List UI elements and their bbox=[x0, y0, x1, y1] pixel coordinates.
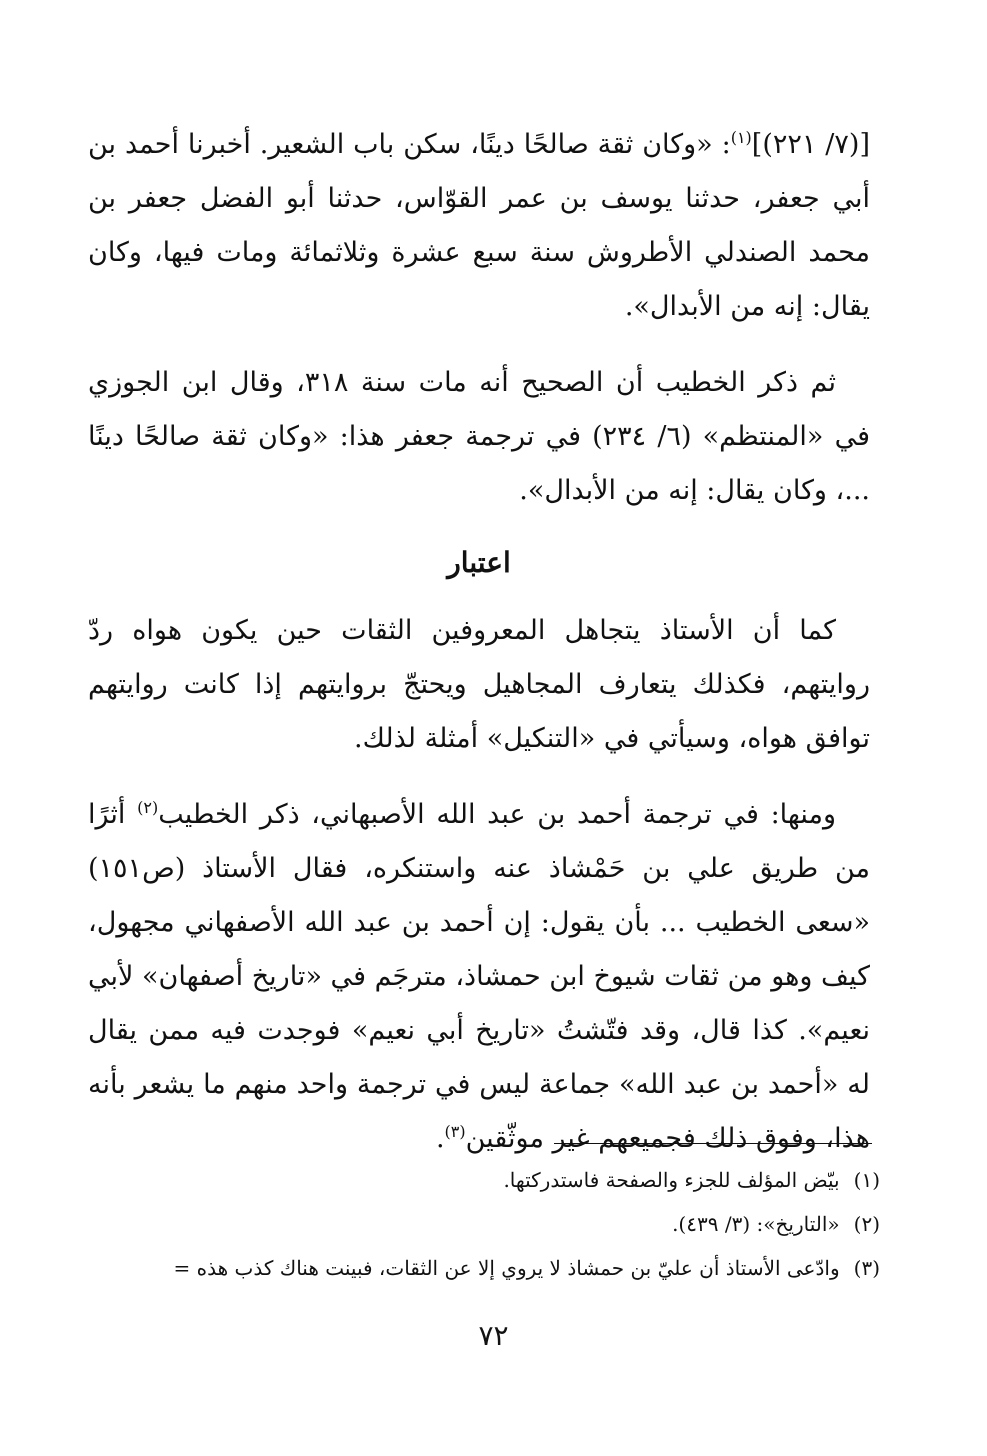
footnote-ref-2[interactable]: (٢) bbox=[137, 798, 159, 817]
footnote-number: (٢) bbox=[853, 1212, 880, 1236]
paragraph-2: ثم ذكر الخطيب أن الصحيح أنه مات سنة ٣١٨، وقال ابن الجوزي في «المنتظم» (٦/ ٢٣٤) في ترجمة جعفر هذا: «وكان ثقة صالحًا دينًا ...، وكان يقال: إنه من الأبدال». bbox=[88, 367, 870, 506]
footnotes bbox=[80, 1158, 880, 1290]
section-heading: اعتبار bbox=[447, 546, 511, 579]
paragraph-3: كما أن الأستاذ يتجاهل المعروفين الثقات حين يكون هواه ردّ روايتهم، فكذلك يتعارف المجاهيل ويحتجّ بروايتهم إذا كانت روايتهم توافق هواه، وسيأتي في «التنكيل» أمثلة لذلك. bbox=[88, 615, 870, 754]
footnote-number: (٣) bbox=[853, 1256, 880, 1280]
footnote-1 bbox=[80, 1158, 880, 1202]
footnote-text: وادّعى الأستاذ أن عليّ بن حمشاذ لا يروي إلا عن الثقات، فبينت هناك كذب هذه = bbox=[173, 1256, 840, 1280]
footnote-3 bbox=[80, 1246, 880, 1290]
paragraph-1 bbox=[88, 118, 870, 334]
page-number: ٧٢ bbox=[478, 1319, 509, 1352]
footnote-number: (١) bbox=[853, 1168, 880, 1192]
paragraph-1-start: [(٧/ ٢٢١)] bbox=[751, 129, 870, 160]
paragraph-4-start: ومنها: في ترجمة أحمد بن عبد الله الأصبهاني، ذكر الخطيب bbox=[158, 799, 836, 830]
paragraph-4-end: . bbox=[435, 1123, 445, 1154]
paragraph-4-middle: أثرًا من طريق علي بن حَمْشاذ عنه واستنكره، فقال الأستاذ (ص١٥١) «سعى الخطيب ... بأن يقول: إن أحمد بن عبد الله الأصفهاني مجهول، كيف وهو من ثقات شيوخ ابن حمشاذ، مترجَم في «تاريخ أصفهان» لأبي نعيم». كذا قال، وقد فتّشتُ «تاريخ أبي نعيم» فوجدت فيه ممن يقال له «أحمد بن عبد الله» جماعة ليس في ترجمة واحد منهم ما يشعر بأنه هذا، وفوق ذلك فجميعهم غير موثّقين bbox=[88, 799, 870, 1154]
footnote-text: «التاريخ»: (٣/ ٤٣٩). bbox=[672, 1212, 840, 1236]
footnote-text: بيّض المؤلف للجزء والصفحة فاستدركتها. bbox=[503, 1168, 840, 1192]
footnote-separator bbox=[554, 1143, 872, 1144]
footnote-ref-3[interactable]: (٣) bbox=[444, 1122, 466, 1141]
footnote-2 bbox=[80, 1202, 880, 1246]
paragraph-1-rest: : «وكان ثقة صالحًا دينًا، سكن باب الشعير. أخبرنا أحمد بن أبي جعفر، حدثنا يوسف بن عمر القوّاس، حدثنا أبو الفضل جعفر بن محمد الصندلي الأطروش سنة سبع عشرة وثلاثمائة ومات فيها، وكان يقال: إنه من الأبدال». bbox=[88, 129, 870, 322]
footnote-ref-1[interactable]: (١) bbox=[730, 128, 752, 147]
main-text bbox=[88, 118, 870, 1166]
paragraph-4 bbox=[88, 788, 870, 1166]
